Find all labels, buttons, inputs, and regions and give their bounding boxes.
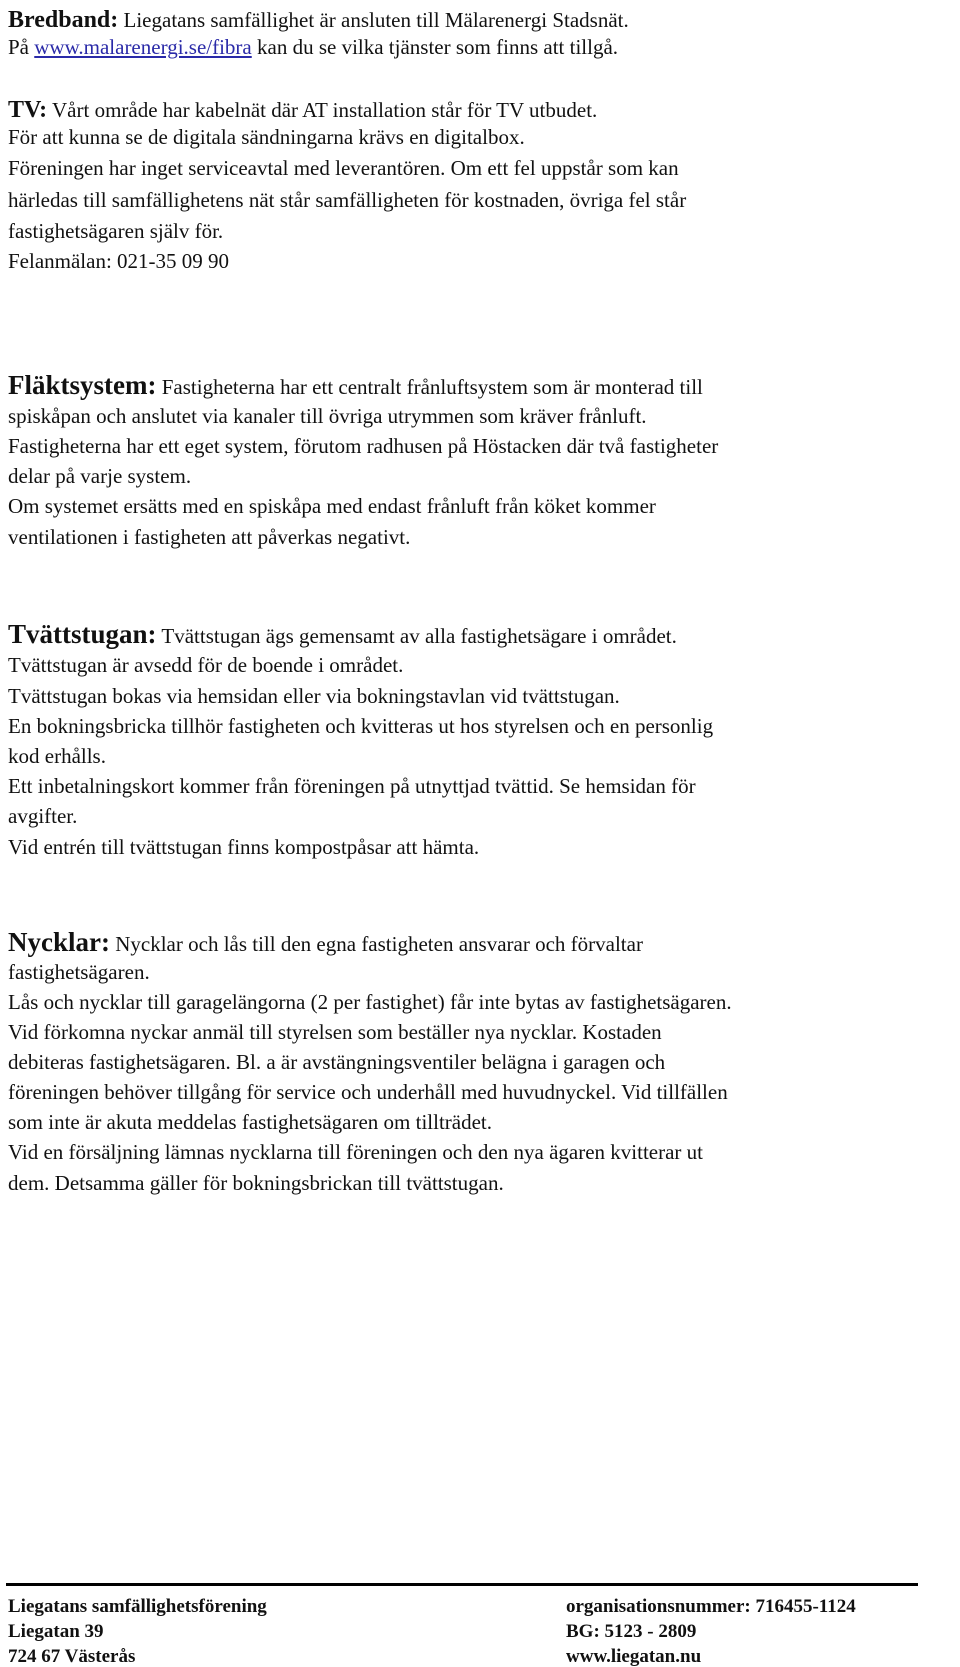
- tv-line-6: Felanmälan: 021-35 09 90: [8, 249, 230, 273]
- tv-text-3b: Om ett fel uppstår som kan: [445, 156, 679, 180]
- tv-heading: TV:: [8, 97, 48, 123]
- footer-divider: [6, 1583, 918, 1586]
- flakt-line-4: delar på varje system.: [8, 464, 192, 488]
- flakt-line-1: [8, 372, 703, 399]
- bredband-line-1: [8, 8, 629, 32]
- nycklar-line-9: dem. Detsamma gäller för bokningsbrickan till tvättstugan.: [8, 1171, 504, 1195]
- bredband-text-2-prefix: På: [8, 35, 35, 59]
- tv-text-1: Vårt område har kabelnät där AT installation står för TV utbudet.: [47, 98, 598, 122]
- nycklar-line-1: [8, 929, 643, 956]
- nycklar-line-4: Vid förkomna nyckar anmäl till styrelsen som beställer nya nycklar. Kostaden: [8, 1020, 662, 1044]
- footer-address: Liegatan 39: [8, 1621, 104, 1642]
- tv-line-5: fastighetsägaren själv för.: [8, 219, 224, 243]
- tvatt-line-6: Ett inbetalningskort kommer från föreningen på utnyttjad tvättid. Se hemsidan för: [8, 774, 696, 798]
- malarenergi-link[interactable]: www.malarenergi.se/fibra: [34, 35, 252, 59]
- footer-org-name: Liegatans samfällighetsförening: [8, 1596, 267, 1617]
- flakt-line-3: Fastigheterna har ett eget system, förutom radhusen på Höstacken där två fastigheter: [8, 434, 719, 458]
- flakt-line-2: spiskåpan och anslutet via kanaler till övriga utrymmen som kräver frånluft.: [8, 404, 647, 428]
- flakt-line-6: ventilationen i fastigheten att påverkas negativt.: [8, 525, 411, 549]
- tvatt-heading: Tvättstugan:: [8, 619, 157, 649]
- nycklar-line-3: Lås och nycklar till garagelängorna (2 per fastighet) får inte bytas av fastighetsägaren.: [8, 990, 732, 1014]
- bredband-heading: Bredband:: [8, 7, 119, 33]
- tv-text-3a: Föreningen har inget serviceavtal med leverantören.: [8, 156, 446, 180]
- footer-org-number: organisationsnummer: 716455-1124: [566, 1596, 856, 1617]
- tv-line-2: För att kunna se de digitala sändningarna krävs en digitalbox.: [8, 125, 525, 149]
- bredband-line-2: [8, 37, 618, 58]
- footer-bankgiro: BG: 5123 - 2809: [566, 1621, 697, 1642]
- tvatt-line-2: Tvättstugan är avsedd för de boende i området.: [8, 653, 404, 677]
- bredband-text-1: Liegatans samfällighet är ansluten till Mälarenergi Stadsnät.: [118, 8, 629, 32]
- footer-website[interactable]: www.liegatan.nu: [566, 1646, 702, 1667]
- footer-postal: 724 67 Västerås: [8, 1646, 136, 1667]
- tvatt-line-1: [8, 621, 677, 648]
- tvatt-line-8: Vid entrén till tvättstugan finns kompostpåsar att hämta.: [8, 835, 480, 859]
- nycklar-heading: Nycklar:: [8, 927, 110, 957]
- nycklar-line-5: debiteras fastighetsägaren. Bl. a är avstängningsventiler belägna i garagen och: [8, 1050, 666, 1074]
- nycklar-line-8: Vid en försäljning lämnas nycklarna till föreningen och den nya ägaren kvitterar ut: [8, 1140, 703, 1164]
- nycklar-line-2: fastighetsägaren.: [8, 960, 150, 984]
- tvatt-line-4: En bokningsbricka tillhör fastigheten och kvitteras ut hos styrelsen och en personlig: [8, 714, 714, 738]
- tv-line-3: [8, 158, 679, 179]
- tvatt-line-7: avgifter.: [8, 804, 78, 828]
- nycklar-line-7: som inte är akuta meddelas fastighetsägaren om tillträdet.: [8, 1110, 493, 1134]
- tvatt-line-3: Tvättstugan bokas via hemsidan eller via bokningstavlan vid tvättstugan.: [8, 684, 620, 708]
- flakt-line-5: Om systemet ersätts med en spiskåpa med endast frånluft från köket kommer: [8, 494, 656, 518]
- tv-line-4: härledas till samfällighetens nät står samfälligheten för kostnaden, övriga fel står: [8, 188, 687, 212]
- nycklar-text-1: Nycklar och lås till den egna fastigheten ansvarar och förvaltar: [109, 932, 643, 956]
- bredband-text-2-suffix: kan du se vilka tjänster som finns att tillgå.: [251, 35, 619, 59]
- tvatt-text-1: Tvättstugan ägs gemensamt av alla fastighetsägare i området.: [156, 624, 677, 648]
- nycklar-line-6: föreningen behöver tillgång för service och underhåll med huvudnyckel. Vid tillfällen: [8, 1080, 728, 1104]
- flakt-text-1: Fastigheterna har ett centralt frånluftsystem som är monterad till: [156, 375, 703, 399]
- flakt-heading: Fläktsystem:: [8, 370, 157, 400]
- tvatt-line-5: kod erhålls.: [8, 744, 106, 768]
- tv-line-1: [8, 98, 597, 122]
